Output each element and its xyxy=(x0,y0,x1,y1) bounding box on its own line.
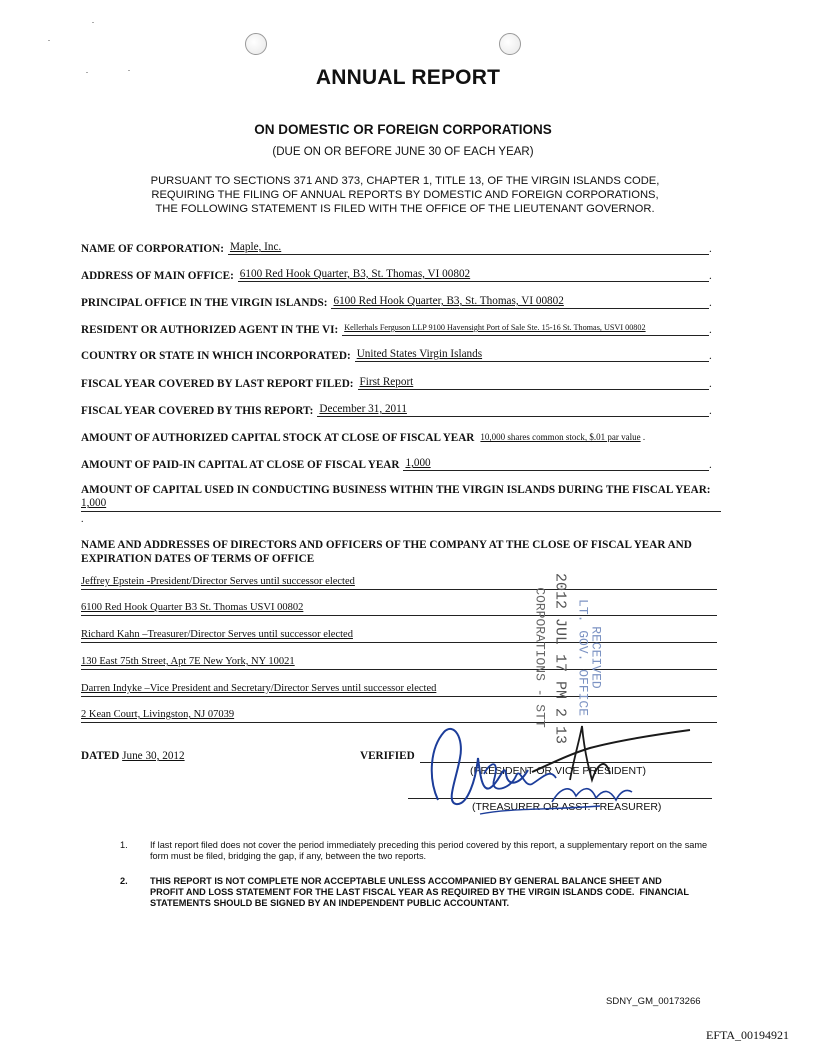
capital-used-underline xyxy=(81,511,721,512)
field-value xyxy=(238,267,709,282)
signature-treasurer-stroke xyxy=(532,730,690,772)
punch-hole-right xyxy=(499,33,521,55)
field-label: NAME OF CORPORATION: xyxy=(81,243,224,255)
dated-field xyxy=(81,750,185,762)
scan-speck xyxy=(92,22,94,23)
pursuant-line: THE FOLLOWING STATEMENT IS FILED WITH THE OFFICE OF THE LIEUTENANT GOVERNOR. xyxy=(155,203,655,215)
field-incorporation-state: COUNTRY OR STATE IN WHICH INCORPORATED: United States Virgin Islands . xyxy=(81,348,712,362)
field-label: FISCAL YEAR COVERED BY THIS REPORT: xyxy=(81,405,314,417)
field-last-report-year: FISCAL YEAR COVERED BY LAST REPORT FILED: First Report . xyxy=(81,376,712,390)
stamp-division: CORPORATIONS - STT xyxy=(532,587,548,728)
document-id: SDNY_GM_00173266 xyxy=(606,996,701,1007)
field-label: PRINCIPAL OFFICE IN THE VIRGIN ISLANDS: xyxy=(81,297,328,309)
field-label: RESIDENT OR AUTHORIZED AGENT IN THE VI: xyxy=(81,324,339,336)
authorized-capital-value: 10,000 shares common stock, $.01 par value xyxy=(480,432,641,442)
note-number: 2. xyxy=(120,876,128,886)
handwritten-signatures xyxy=(420,718,720,818)
field-label: FISCAL YEAR COVERED BY LAST REPORT FILED: xyxy=(81,378,354,390)
director-line xyxy=(81,683,717,697)
field-value: 10,000 shares common stock, $.01 par value . xyxy=(480,432,646,442)
last-report-value: First Report xyxy=(359,376,414,388)
stray-mark: . xyxy=(81,514,84,525)
note-text: If last report filed does not cover the period immediately preceding this period covered by this report, a supplementary report on the same form must be filed, bridging the gap, if any, between the two reports. xyxy=(150,840,708,861)
report-subtitle: ON DOMESTIC OR FOREIGN CORPORATIONS xyxy=(254,122,552,137)
signature-treasurer-stroke xyxy=(552,789,632,802)
dated-value: June 30, 2012 xyxy=(122,750,185,762)
pursuant-line: PURSUANT TO SECTIONS 371 AND 373, CHAPTER 1, TITLE 13, OF THE VIRGIN ISLANDS CODE, xyxy=(150,175,660,187)
stamp-office: LT. GOV. OFFICE xyxy=(575,598,591,717)
incorporation-state-value: United States Virgin Islands xyxy=(356,348,483,360)
director-line-text: 6100 Red Hook Quarter B3 St. Thomas USVI 00802 xyxy=(81,602,304,613)
field-corporation-name: NAME OF CORPORATION: Maple, Inc. . xyxy=(81,241,712,255)
field-label: COUNTRY OR STATE IN WHICH INCORPORATED: xyxy=(81,350,351,362)
signature-treasurer-stroke xyxy=(480,806,600,814)
field-paid-in-capital: AMOUNT OF PAID-IN CAPITAL AT CLOSE OF FISCAL YEAR 1,000 . xyxy=(81,457,712,471)
director-line xyxy=(81,602,717,616)
director-line-text: Jeffrey Epstein -President/Director Serves until successor elected xyxy=(81,576,355,587)
field-principal-office: PRINCIPAL OFFICE IN THE VIRGIN ISLANDS: 6100 Red Hook Quarter, B3, St. Thomas, VI 00802 . xyxy=(81,295,712,309)
note-2 xyxy=(120,876,720,909)
verified-label: VERIFIED xyxy=(360,750,415,762)
field-value xyxy=(358,375,709,390)
corporation-name-value: Maple, Inc. xyxy=(229,241,282,253)
resident-agent-value: Kellerhals Ferguson LLP 9100 Havensight Port of Sale Ste. 15-16 St. Thomas, USVI 00802 xyxy=(344,323,646,332)
director-line-text: 2 Kean Court, Livingston, NJ 07039 xyxy=(81,709,235,720)
director-line-text: Richard Kahn –Treasurer/Director Serves until successor elected xyxy=(81,629,353,640)
field-label: AMOUNT OF PAID-IN CAPITAL AT CLOSE OF FISCAL YEAR xyxy=(81,459,400,471)
capital-used-field xyxy=(81,484,721,510)
field-resident-agent: RESIDENT OR AUTHORIZED AGENT IN THE VI: Kellerhals Ferguson LLP 9100 Havensight Port of Sale Ste. 15-16 St. Thomas, USVI 00802 . xyxy=(81,323,712,336)
main-office-value: 6100 Red Hook Quarter, B3, St. Thomas, VI 00802 xyxy=(239,268,471,280)
paid-in-capital-value: 1,000 xyxy=(405,457,431,469)
stamp-date: 2012 JUL 17 PM 2 13 xyxy=(551,572,569,745)
note-1 xyxy=(120,840,720,862)
treasurer-caption: (TREASURER OR ASST. TREASURER) xyxy=(472,801,662,813)
bates-number: EFTA_00194921 xyxy=(706,1028,790,1042)
this-report-value: December 31, 2011 xyxy=(319,403,407,415)
pursuant-statement xyxy=(110,174,700,216)
director-line xyxy=(81,629,717,643)
report-title: ANNUAL REPORT xyxy=(315,66,501,89)
director-line xyxy=(81,576,717,590)
field-authorized-capital xyxy=(81,428,715,444)
field-value xyxy=(317,402,709,417)
pursuant-line: REQUIRING THE FILING OF ANNUAL REPORTS BY DOMESTIC AND FOREIGN CORPORATIONS, xyxy=(151,189,659,201)
capital-used-label: AMOUNT OF CAPITAL USED IN CONDUCTING BUSINESS WITHIN THE VIRGIN ISLANDS DURING THE FISCAL YEAR: xyxy=(81,484,711,496)
president-caption: (PRESIDENT OR VICE PRESIDENT) xyxy=(470,765,646,777)
director-line-text: 130 East 75th Street, Apt 7E New York, NY 10021 xyxy=(81,656,295,667)
field-label: ADDRESS OF MAIN OFFICE: xyxy=(81,270,234,282)
field-value xyxy=(355,347,709,362)
dated-label: DATED xyxy=(81,750,120,762)
director-line-text: Darren Indyke –Vice President and Secretary/Director Serves until successor elected xyxy=(81,683,437,694)
directors-heading: NAME AND ADDRESSES OF DIRECTORS AND OFFICERS OF THE COMPANY AT THE CLOSE OF FISCAL YEAR AND EXPIRATION DATES OF TERMS OF OFFICE xyxy=(81,539,692,565)
capital-used-value: 1,000 xyxy=(81,497,107,509)
note-number: 1. xyxy=(120,840,128,850)
stamp-received: RECEIVED xyxy=(588,626,604,689)
field-value xyxy=(331,294,709,309)
punch-hole-left xyxy=(245,33,267,55)
field-value xyxy=(228,240,709,255)
note-text: THIS REPORT IS NOT COMPLETE NOR ACCEPTABLE UNLESS ACCOMPANIED BY GENERAL BALANCE SHEET AND PROFIT AND LOSS STATEMENT FOR THE LAST FISCAL YEAR AS REQUIRED BY THE VIRGIN ISLANDS CODE. FINANCIAL STATEMENTS SHOULD BE SIGNED BY AN INDEPENDENT PUBLIC ACCOUNTANT. xyxy=(150,876,693,908)
field-main-office-address: ADDRESS OF MAIN OFFICE: 6100 Red Hook Quarter, B3, St. Thomas, VI 00802 . xyxy=(81,268,712,282)
field-this-report-year: FISCAL YEAR COVERED BY THIS REPORT: December 31, 2011 . xyxy=(81,403,712,417)
signature-president-stroke xyxy=(432,729,528,804)
principal-office-value: 6100 Red Hook Quarter, B3, St. Thomas, VI 00802 xyxy=(333,295,564,307)
director-line xyxy=(81,656,717,670)
field-value xyxy=(403,456,709,471)
due-date-note: (DUE ON OR BEFORE JUNE 30 OF EACH YEAR) xyxy=(272,146,534,158)
scan-speck xyxy=(48,40,50,41)
field-value xyxy=(342,321,709,336)
field-label: AMOUNT OF AUTHORIZED CAPITAL STOCK AT CLOSE OF FISCAL YEAR xyxy=(81,432,475,444)
signature-treasurer-stroke xyxy=(570,726,610,780)
